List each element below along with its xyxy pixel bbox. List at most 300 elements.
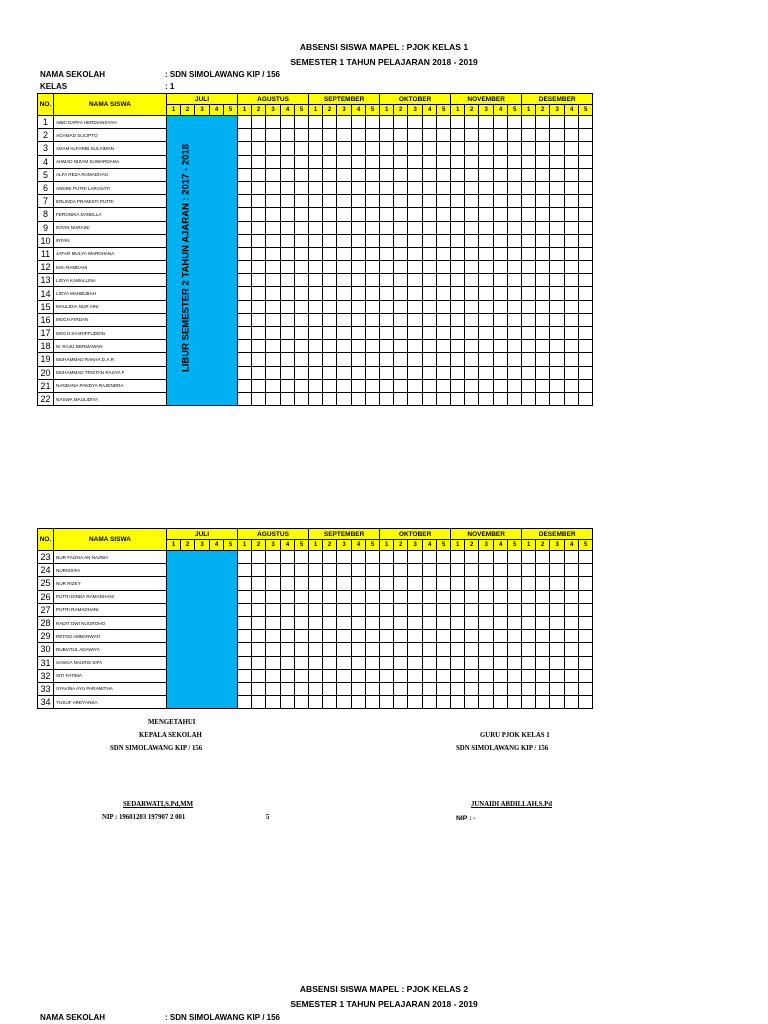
attendance-cell (352, 247, 366, 260)
attendance-cell (252, 603, 266, 616)
attendance-cell (352, 577, 366, 590)
attendance-cell (408, 274, 423, 287)
attendance-cell (437, 630, 451, 643)
attendance-cell (479, 181, 494, 194)
attendance-cell (479, 564, 494, 577)
attendance-cell (394, 603, 408, 616)
attendance-cell (295, 300, 309, 313)
attendance-cell (309, 313, 323, 326)
attendance-cell (380, 181, 394, 194)
attendance-cell (408, 313, 423, 326)
attendance-cell (337, 116, 352, 129)
attendance-cell (522, 195, 536, 208)
header-week: 5 (366, 105, 380, 116)
attendance-cell (309, 208, 323, 221)
attendance-cell (266, 340, 281, 353)
attendance-cell (380, 274, 394, 287)
attendance-cell (579, 155, 593, 168)
attendance-cell (536, 181, 550, 194)
attendance-cell (565, 392, 579, 405)
attendance-cell (465, 577, 479, 590)
attendance-cell (565, 247, 579, 260)
attendance-cell (465, 392, 479, 405)
attendance-cell (281, 129, 295, 142)
attendance-cell (337, 129, 352, 142)
attendance-cell (423, 181, 437, 194)
attendance-cell (508, 155, 522, 168)
attendance-cell (550, 379, 565, 392)
attendance-cell (238, 287, 252, 300)
mid-mark: 5 (266, 814, 270, 821)
attendance-cell (579, 682, 593, 695)
attendance-cell (479, 590, 494, 603)
attendance-cell (352, 551, 366, 564)
attendance-cell (579, 669, 593, 682)
attendance-cell (295, 366, 309, 379)
attendance-cell (238, 564, 252, 577)
attendance-cell (352, 696, 366, 709)
attendance-cell (494, 353, 508, 366)
attendance-cell (266, 168, 281, 181)
attendance-cell (550, 327, 565, 340)
attendance-cell (352, 287, 366, 300)
attendance-cell (366, 603, 380, 616)
attendance-cell (408, 379, 423, 392)
attendance-cell (366, 577, 380, 590)
attendance-cell (408, 300, 423, 313)
attendance-cell (281, 116, 295, 129)
attendance-cell (337, 234, 352, 247)
attendance-cell (437, 379, 451, 392)
attendance-cell (465, 234, 479, 247)
attendance-cell (579, 168, 593, 181)
header-week: 1 (451, 540, 465, 551)
attendance-cell (366, 551, 380, 564)
header-no: NO. (38, 529, 54, 551)
attendance-cell (451, 300, 465, 313)
attendance-cell (408, 696, 423, 709)
student-no: 2 (38, 129, 54, 142)
attendance-cell (479, 129, 494, 142)
attendance-cell (309, 630, 323, 643)
attendance-cell (238, 116, 252, 129)
attendance-cell (337, 261, 352, 274)
attendance-cell (266, 577, 281, 590)
attendance-cell (352, 590, 366, 603)
attendance-cell (465, 274, 479, 287)
attendance-cell (366, 366, 380, 379)
attendance-cell (494, 656, 508, 669)
attendance-cell (465, 181, 479, 194)
header-month: SEPTEMBER (309, 529, 380, 540)
attendance-cell (579, 696, 593, 709)
attendance-cell (252, 168, 266, 181)
attendance-cell (323, 656, 337, 669)
attendance-cell (479, 247, 494, 260)
attendance-cell (266, 564, 281, 577)
attendance-cell (408, 577, 423, 590)
header-week: 3 (479, 105, 494, 116)
attendance-cell (508, 564, 522, 577)
attendance-cell (522, 353, 536, 366)
sign-right-line1: GURU PJOK KELAS 1 (480, 732, 550, 739)
student-name: MUHAMMAD RAKHA D.A.R (54, 353, 167, 366)
attendance-table-2 (37, 528, 593, 709)
attendance-cell (309, 616, 323, 629)
attendance-cell (366, 379, 380, 392)
header-month: NOVEMBER (451, 529, 522, 540)
attendance-cell (266, 221, 281, 234)
attendance-cell (508, 247, 522, 260)
attendance-cell (309, 116, 323, 129)
attendance-cell (494, 234, 508, 247)
attendance-cell (579, 616, 593, 629)
attendance-cell (266, 208, 281, 221)
attendance-cell (394, 142, 408, 155)
attendance-cell (309, 195, 323, 208)
attendance-cell (565, 564, 579, 577)
attendance-cell (252, 696, 266, 709)
attendance-cell (252, 300, 266, 313)
attendance-cell (550, 669, 565, 682)
attendance-cell (352, 340, 366, 353)
attendance-cell (323, 682, 337, 695)
attendance-cell (352, 366, 366, 379)
attendance-cell (252, 247, 266, 260)
student-no: 16 (38, 313, 54, 326)
attendance-cell (266, 129, 281, 142)
attendance-cell (309, 656, 323, 669)
attendance-cell (295, 261, 309, 274)
header-week: 3 (408, 105, 423, 116)
attendance-cell (579, 379, 593, 392)
attendance-cell (337, 590, 352, 603)
student-no: 13 (38, 274, 54, 287)
student-name: NURISSIFA (54, 564, 167, 577)
student-name: NUR RIZKY (54, 577, 167, 590)
attendance-cell (295, 603, 309, 616)
attendance-cell (238, 221, 252, 234)
attendance-cell (479, 630, 494, 643)
header-week: 1 (309, 105, 323, 116)
attendance-cell (508, 116, 522, 129)
attendance-cell (366, 181, 380, 194)
attendance-cell (451, 590, 465, 603)
attendance-cell (366, 287, 380, 300)
attendance-cell (295, 313, 309, 326)
attendance-cell (295, 116, 309, 129)
header-week: 2 (181, 105, 195, 116)
attendance-cell (423, 247, 437, 260)
attendance-cell (380, 340, 394, 353)
attendance-cell (281, 682, 295, 695)
attendance-cell (465, 340, 479, 353)
attendance-cell (295, 129, 309, 142)
attendance-cell (281, 577, 295, 590)
attendance-cell (281, 327, 295, 340)
attendance-cell (536, 287, 550, 300)
student-no: 32 (38, 669, 54, 682)
attendance-cell (423, 208, 437, 221)
attendance-cell (536, 340, 550, 353)
attendance-cell (323, 603, 337, 616)
header-week: 2 (465, 105, 479, 116)
attendance-cell (423, 195, 437, 208)
attendance-cell (565, 300, 579, 313)
attendance-cell (323, 379, 337, 392)
attendance-cell (309, 221, 323, 234)
attendance-cell (238, 327, 252, 340)
attendance-cell (423, 564, 437, 577)
attendance-cell (266, 287, 281, 300)
attendance-cell (423, 577, 437, 590)
attendance-cell (479, 195, 494, 208)
attendance-cell (380, 564, 394, 577)
attendance-cell (408, 116, 423, 129)
attendance-cell (366, 340, 380, 353)
attendance-cell (408, 551, 423, 564)
attendance-cell (309, 129, 323, 142)
attendance-cell (437, 643, 451, 656)
attendance-cell (508, 142, 522, 155)
attendance-cell (337, 155, 352, 168)
attendance-cell (408, 234, 423, 247)
attendance-cell (423, 142, 437, 155)
attendance-cell (536, 261, 550, 274)
attendance-cell (437, 142, 451, 155)
student-no: 15 (38, 300, 54, 313)
header-name: NAMA SISWA (54, 529, 167, 551)
attendance-cell (281, 313, 295, 326)
attendance-cell (451, 340, 465, 353)
attendance-cell (550, 287, 565, 300)
attendance-cell (352, 630, 366, 643)
header-week: 4 (281, 105, 295, 116)
attendance-cell (266, 142, 281, 155)
header-week: 5 (579, 105, 593, 116)
class-value: : 1 (165, 82, 175, 91)
header-week: 1 (238, 105, 252, 116)
header-week: 2 (536, 105, 550, 116)
attendance-cell (437, 616, 451, 629)
student-name: ACHMAD SUCIPTO (54, 129, 167, 142)
attendance-cell (579, 564, 593, 577)
attendance-cell (295, 590, 309, 603)
attendance-cell (394, 234, 408, 247)
attendance-cell (380, 682, 394, 695)
table-row (38, 603, 593, 616)
attendance-cell (550, 682, 565, 695)
attendance-cell (337, 682, 352, 695)
attendance-cell (522, 142, 536, 155)
attendance-cell (508, 616, 522, 629)
table-row (38, 669, 593, 682)
attendance-cell (366, 590, 380, 603)
attendance-cell (437, 353, 451, 366)
attendance-cell (550, 366, 565, 379)
attendance-cell (238, 208, 252, 221)
student-no: 26 (38, 590, 54, 603)
teacher-nip: NIP : - (456, 815, 476, 822)
attendance-cell (522, 129, 536, 142)
attendance-cell (494, 142, 508, 155)
attendance-cell (465, 142, 479, 155)
attendance-cell (437, 155, 451, 168)
attendance-cell (536, 669, 550, 682)
attendance-cell (295, 577, 309, 590)
attendance-cell (408, 630, 423, 643)
attendance-cell (266, 366, 281, 379)
attendance-cell (394, 287, 408, 300)
attendance-cell (323, 300, 337, 313)
attendance-cell (522, 577, 536, 590)
attendance-cell (238, 392, 252, 405)
attendance-cell (295, 353, 309, 366)
attendance-cell (309, 379, 323, 392)
attendance-cell (408, 340, 423, 353)
header-week: 1 (238, 540, 252, 551)
attendance-cell (536, 616, 550, 629)
attendance-cell (266, 247, 281, 260)
attendance-cell (309, 669, 323, 682)
attendance-cell (550, 603, 565, 616)
attendance-cell (536, 643, 550, 656)
attendance-cell (437, 129, 451, 142)
attendance-cell (366, 392, 380, 405)
attendance-cell (465, 669, 479, 682)
table-row (38, 155, 593, 168)
attendance-cell (465, 551, 479, 564)
attendance-cell (281, 221, 295, 234)
attendance-cell (366, 327, 380, 340)
attendance-cell (494, 129, 508, 142)
attendance-cell (252, 630, 266, 643)
attendance-cell (451, 366, 465, 379)
attendance-cell (536, 313, 550, 326)
attendance-cell (295, 564, 309, 577)
student-name: MOCH.SYARIFFUDDIN (54, 327, 167, 340)
sign-left-line2: KEPALA SEKOLAH (139, 732, 202, 739)
attendance-cell (565, 379, 579, 392)
attendance-cell (579, 287, 593, 300)
attendance-cell (437, 669, 451, 682)
attendance-cell (252, 616, 266, 629)
attendance-cell (366, 129, 380, 142)
attendance-cell (309, 274, 323, 287)
attendance-cell (295, 155, 309, 168)
header-week: 5 (579, 540, 593, 551)
attendance-cell (536, 168, 550, 181)
attendance-cell (252, 379, 266, 392)
attendance-cell (281, 366, 295, 379)
attendance-cell (366, 300, 380, 313)
attendance-cell (252, 181, 266, 194)
attendance-cell (451, 313, 465, 326)
attendance-cell (309, 643, 323, 656)
attendance-cell (323, 168, 337, 181)
attendance-cell (423, 313, 437, 326)
header-name: NAMA SISWA (54, 94, 167, 116)
attendance-cell (238, 313, 252, 326)
attendance-cell (423, 287, 437, 300)
table-row (38, 300, 593, 313)
attendance-cell (465, 366, 479, 379)
attendance-cell (295, 656, 309, 669)
attendance-cell (380, 643, 394, 656)
attendance-cell (252, 682, 266, 695)
table-row (38, 247, 593, 260)
attendance-cell (508, 181, 522, 194)
attendance-cell (508, 327, 522, 340)
attendance-cell (465, 287, 479, 300)
student-no: 24 (38, 564, 54, 577)
attendance-cell (394, 656, 408, 669)
attendance-cell (494, 300, 508, 313)
attendance-cell (565, 590, 579, 603)
attendance-cell (494, 195, 508, 208)
attendance-cell (437, 696, 451, 709)
attendance-cell (380, 696, 394, 709)
attendance-cell (352, 656, 366, 669)
attendance-cell (252, 221, 266, 234)
page-subtitle: SEMESTER 1 TAHUN PELAJARAN 2018 - 2019 (290, 57, 478, 67)
attendance-cell (522, 603, 536, 616)
attendance-cell (465, 616, 479, 629)
header-week: 4 (352, 105, 366, 116)
table-row (38, 353, 593, 366)
attendance-cell (494, 340, 508, 353)
attendance-cell (337, 340, 352, 353)
attendance-cell (579, 392, 593, 405)
attendance-cell (266, 656, 281, 669)
attendance-cell (479, 577, 494, 590)
table-row (38, 577, 593, 590)
attendance-cell (380, 195, 394, 208)
attendance-cell (508, 234, 522, 247)
attendance-cell (281, 168, 295, 181)
attendance-cell (352, 353, 366, 366)
attendance-cell (408, 669, 423, 682)
attendance-cell (352, 603, 366, 616)
attendance-cell (579, 181, 593, 194)
attendance-cell (522, 379, 536, 392)
attendance-cell (352, 208, 366, 221)
attendance-cell (494, 682, 508, 695)
attendance-cell (337, 221, 352, 234)
attendance-cell (437, 392, 451, 405)
header-week: 5 (295, 105, 309, 116)
header-week: 3 (550, 105, 565, 116)
attendance-cell (337, 616, 352, 629)
attendance-cell (281, 603, 295, 616)
attendance-cell (408, 590, 423, 603)
attendance-cell (565, 129, 579, 142)
attendance-cell (423, 669, 437, 682)
attendance-cell (366, 234, 380, 247)
attendance-cell (550, 340, 565, 353)
attendance-cell (550, 630, 565, 643)
attendance-cell (451, 630, 465, 643)
student-no: 29 (38, 630, 54, 643)
holiday-label: LIBUR SEMESTER 2 TAHUN AJARAN : 2017 - 2018 (180, 143, 192, 373)
attendance-cell (550, 195, 565, 208)
attendance-cell (465, 353, 479, 366)
attendance-cell (522, 392, 536, 405)
attendance-cell (579, 300, 593, 313)
school-label: NAMA SEKOLAH (40, 70, 106, 79)
student-no: 11 (38, 247, 54, 260)
attendance-cell (238, 155, 252, 168)
